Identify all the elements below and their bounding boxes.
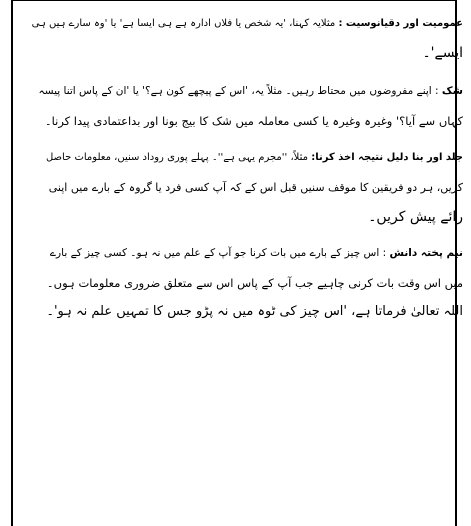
line-1 — [32, 14, 463, 34]
line-7 — [368, 207, 463, 227]
line-text: ایسے'۔ — [422, 45, 463, 61]
page-frame — [11, 0, 457, 526]
heading-half-baked-knowledge: نیم پختہ دانش — [389, 247, 463, 259]
line-9 — [47, 273, 463, 293]
line-6 — [49, 178, 463, 198]
line-text: کہاں سے آیا؟' وغیرہ وغیرہ یا کسی معاملہ میں شک کا بیج بونا اور بداعتمادی پیدا کرنا۔ — [44, 114, 463, 128]
line-4 — [45, 111, 463, 131]
line-text: : اس چیز کے بارے میں بات کرنا جو آپ کے علم میں نہ ہو۔ کسی چیز کے بارے — [49, 247, 390, 259]
line-text: میں اس وقت بات کرنی چاہیے جب آپ کے پاس اس سے متعلق ضروری معلومات ہوں۔ — [46, 276, 463, 290]
line-text: رائے پیش کریں۔ — [368, 209, 463, 225]
line-3 — [39, 81, 463, 101]
line-text: اللہ تعالیٰ فرماتا ہے، 'اس چیز کی ٹوہ میں نہ پڑو جس کا تمہیں علم نہ ہو'۔ — [46, 304, 463, 319]
line-text: مثلاً، ''مجرم یہی ہے''۔ پہلے پوری روداد سنیں، معلومات حاصل — [45, 152, 312, 163]
heading-doubt: شک — [441, 85, 463, 97]
line-10 — [46, 302, 463, 322]
line-5 — [46, 148, 463, 168]
line-2 — [422, 43, 463, 63]
line-8 — [50, 243, 463, 263]
heading-generalization: عمومیت اور دقیانوسیت : — [338, 18, 463, 29]
line-text: کریں، ہر دو فریقین کا موقف سنیں قبل اس کے کہ آپ کسی فرد یا گروہ کے بارے میں اپنی — [48, 181, 463, 194]
line-text: : اپنے مفروضوں میں محتاط رہیں۔ مثلاً یہ، 'اس کے پیچھے کون ہے؟' یا 'ان کے پاس اتنا پیسہ — [38, 85, 442, 97]
line-text: مثلایہ کہنا، 'یہ شخص یا فلاں ادارہ ہے ہی ایسا ہے' یا 'وہ سارے ہیں ہی — [31, 18, 339, 29]
heading-jumping-to-conclusions: جلد اور بنا دلیل نتیجہ اخذ کرنا: — [311, 152, 463, 163]
